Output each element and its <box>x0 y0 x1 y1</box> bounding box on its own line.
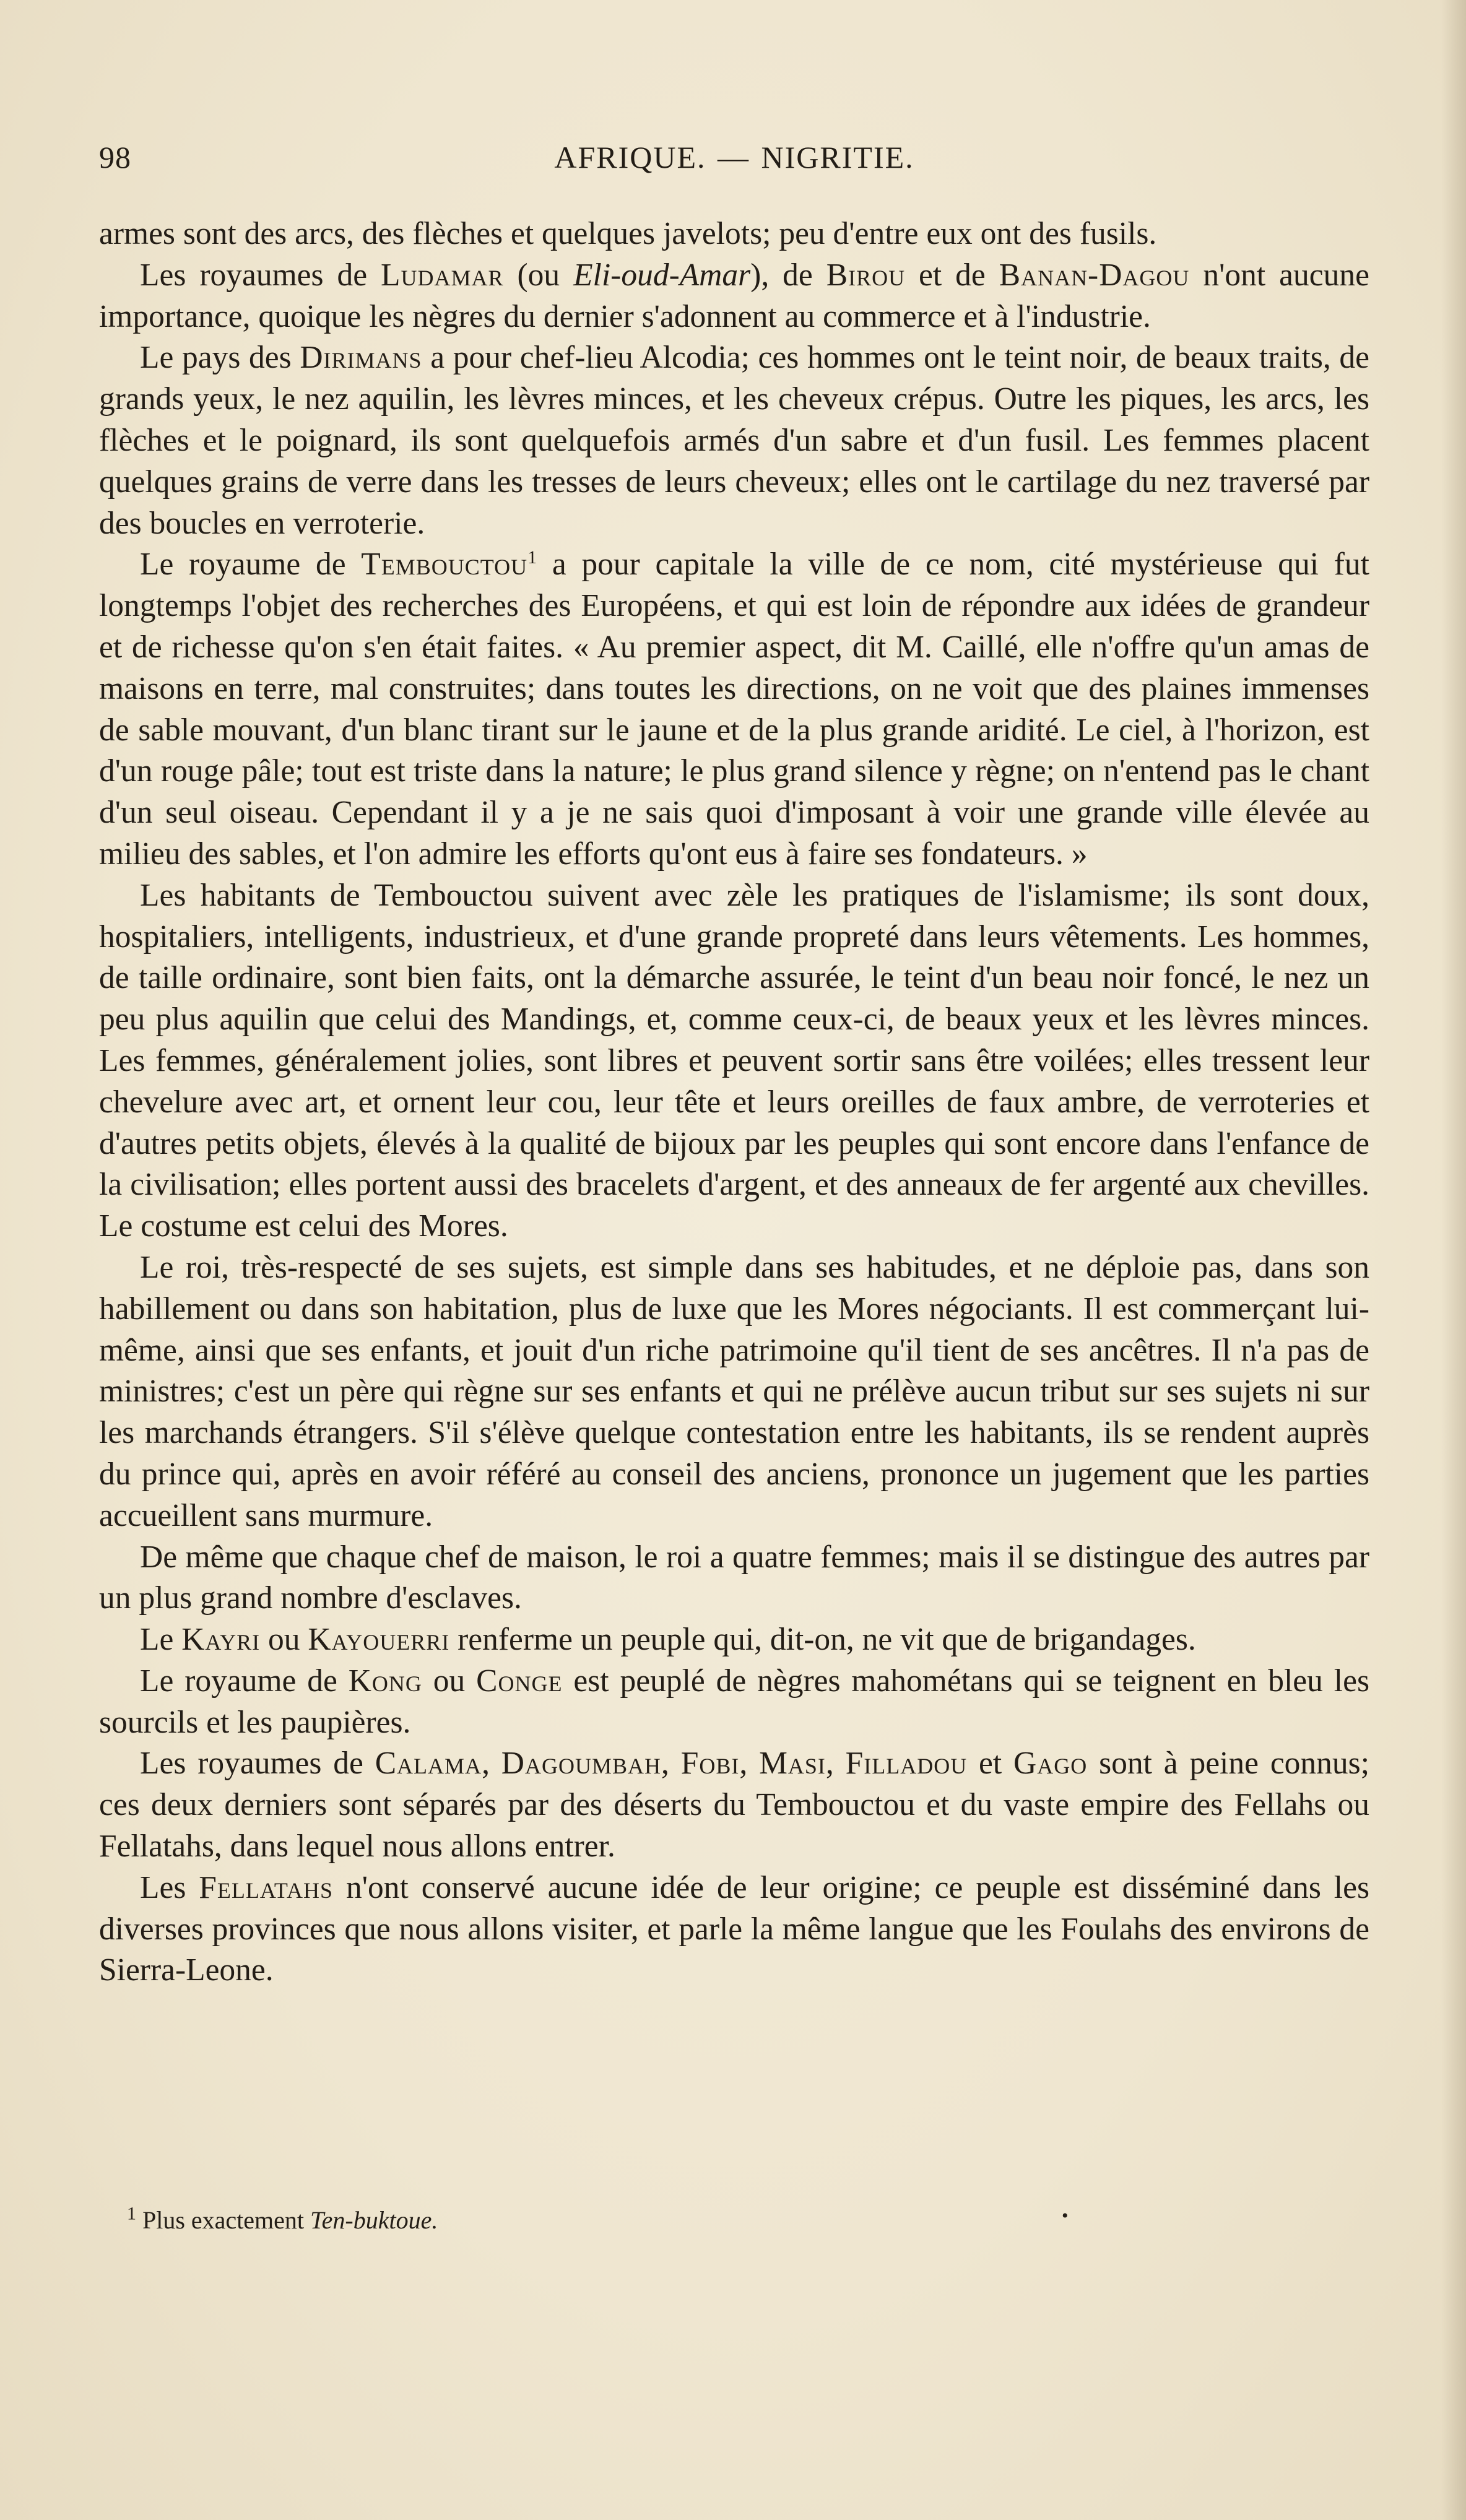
text-run: sont à peine connus; ces deux derniers sont séparés par des déserts du Tembouctou et du vaste empire des Fellahs ou Fellatahs, dans lequel nous allons entrer. <box>99 1746 1370 1864</box>
text-run: a pour chef-lieu Alcodia; ces hommes ont le teint noir, de beaux traits, de grands yeux, le nez aquilin, les lèvres minces, et les cheveux crépus. Outre les piques, les arcs, les flèches et le poignard, ils sont quelquefois armés d'un sabre et d'un fusil. Les femmes placent quelques grains de verre dans les tresses de leurs cheveux; elles ont le cartilage du nez traversé par des boucles en verroterie. <box>99 340 1369 541</box>
place-name-dirimans: Dirimans <box>300 340 422 376</box>
text-run: renferme un peuple qui, dit-on, ne vit que de brigandages. <box>449 1622 1196 1658</box>
place-name-birou: Birou <box>826 257 906 293</box>
place-name-fellatahs: Fellatahs <box>199 1869 334 1905</box>
place-name-filladou: Filladou <box>845 1746 968 1782</box>
place-name-banan-dagou: Banan-Dagou <box>999 257 1190 293</box>
place-name-calama: Calama <box>375 1746 482 1782</box>
paragraph-continuation: armes sont des arcs, des flèches et quelques javelots; peu d'entre eux ont des fusils. <box>99 216 1157 251</box>
text-run: et <box>967 1746 1014 1782</box>
footnote-text: Plus exactement <box>142 2206 311 2234</box>
text-run: Les <box>140 1869 199 1905</box>
text-run: ou <box>422 1663 477 1699</box>
paragraph-habitants: Les habitants de Tembouctou suivent avec zèle les pratiques de l'islamisme; ils sont doux, hospitaliers, intelligents, industrieux, et d'une grande propreté dans leurs vêtements. Les hommes, de taille ordinaire, sont bien faits, ont la démarche assurée, le teint d'un beau noir foncé, le nez un peu plus aquilin que celui des Mandings, et, comme ceux-ci, de beaux yeux et les lèvres minces. Les femmes, généralement jolies, sont libres et peuvent sortir sans être voilées; elles tressent leur chevelure avec art, et ornent leur cou, leur tête et leurs oreilles de faux ambre, de verroteries et d'autres petits objets, élevés à la qualité de bijoux par les peuples qui sont encore dans l'enfance de la civilisation; elles portent aussi des bracelets d'argent, et des anneaux de fer argenté aux chevilles. Le costume est celui des Mores. <box>99 877 1369 1244</box>
place-name-tembouctou: Tembouctou <box>361 547 528 582</box>
footnote <box>127 2205 1303 2236</box>
place-name-kayouerri: Kayouerri <box>308 1622 450 1658</box>
place-name-eli-oud-amar: Eli-oud-Amar <box>573 257 751 293</box>
text-run: , <box>482 1746 501 1782</box>
place-name-fobi: Fobi <box>680 1746 740 1782</box>
place-name-ludamar: Ludamar <box>381 257 504 293</box>
page-number: 98 <box>99 140 131 175</box>
paragraph-dirimans <box>99 337 1369 544</box>
place-name-kong: Kong <box>348 1663 422 1699</box>
page-gutter-shadow <box>1441 0 1466 2520</box>
footnote-number: 1 <box>127 2203 136 2224</box>
paragraph-royaumes <box>99 255 1369 338</box>
text-run: Les royaumes de <box>140 1746 375 1782</box>
paragraph-fellatahs <box>99 1868 1369 1991</box>
paragraph-roi: Le roi, très-respecté de ses sujets, est simple dans ses habitudes, et ne déploie pas, dans son habillement ou dans son habitation, plus de luxe que les Mores négociants. Il est commerçant lui-même, ainsi que ses enfants, et jouit d'un riche patrimoine qu'il tient de ses ancêtres. Il n'a pas de ministres; c'est un père qui règne sur ses enfants et qui ne prélève aucun tribut sur ses sujets ni sur les marchands étrangers. S'il s'élève quelque contestation entre les habitants, ils se rendent auprès du prince qui, après en avoir référé au conseil des anciens, prononce un jugement que les parties accueillent sans murmure. <box>99 1249 1369 1533</box>
text-run: ou <box>260 1622 308 1658</box>
text-run: ), de <box>750 257 826 293</box>
paragraph-calama <box>99 1743 1369 1867</box>
text-run: Le <box>140 1622 182 1658</box>
text-run: Le pays des <box>140 340 300 376</box>
paragraph-femmes: De même que chaque chef de maison, le roi a quatre femmes; mais il se distingue des autres par un plus grand nombre d'esclaves. <box>99 1539 1369 1616</box>
body-text <box>99 214 1369 1991</box>
place-name-conge: Conge <box>476 1663 563 1699</box>
footnote-term: Ten-buktoue. <box>310 2206 438 2234</box>
place-name-masi: Masi <box>759 1746 826 1782</box>
text-run: Le royaume de <box>140 547 362 582</box>
place-name-kayri: Kayri <box>181 1622 261 1658</box>
printer-mark: • <box>1062 2206 1069 2226</box>
running-title: AFRIQUE. — NIGRITIE. <box>554 140 914 175</box>
text-run: est peuplé de nègres mahométans qui se teignent en bleu les sourcils et les paupières. <box>99 1663 1370 1740</box>
text-run: n'ont conservé aucune idée de leur origine; ce peuple est disséminé dans les diverses provinces que nous allons visiter, et parle la même langue que les Foulahs des environs de Sierra-Leone. <box>99 1869 1370 1988</box>
text-run: Les royaumes de <box>140 257 381 293</box>
text-run: n'ont aucune importance, quoique les nègres du dernier s'adonnent au commerce et à l'industrie. <box>99 257 1369 334</box>
text-run: , <box>825 1746 846 1782</box>
paragraph-kayri <box>99 1619 1369 1661</box>
text-run: , <box>661 1746 681 1782</box>
text-run: Le royaume de <box>140 1663 349 1699</box>
text-run: (ou <box>503 257 574 293</box>
footnote-reference: 1 <box>527 547 537 568</box>
place-name-dagoumbah: Dagoumbah <box>501 1746 661 1782</box>
place-name-gago: Gago <box>1013 1746 1088 1782</box>
text-run: a pour capitale la ville de ce nom, cité mystérieuse qui fut longtemps l'objet des recherches des Européens, et qui est loin de répondre aux idées de grandeur et de richesse qu'on s'en était faites. « Au premier aspect, dit M. Caillé, elle n'offre qu'un amas de maisons en terre, mal construites; dans toutes les directions, on ne voit que des plaines immenses de sable mouvant, d'un blanc tirant sur le jaune et de la plus grande aridité. Le ciel, à l'horizon, est d'un rouge pâle; tout est triste dans la nature; le plus grand silence y règne; on n'entend pas le chant d'un seul oiseau. Cependant il y a je ne sais quoi d'imposant à voir une grande ville élevée au milieu des sables, et l'on admire les efforts qu'ont eus à faire ses fondateurs. » <box>99 547 1369 872</box>
text-run: et de <box>905 257 999 293</box>
paragraph-tembouctou <box>99 544 1369 875</box>
paragraph-kong <box>99 1661 1369 1744</box>
page-header <box>99 139 1369 183</box>
text-run: , <box>739 1746 760 1782</box>
